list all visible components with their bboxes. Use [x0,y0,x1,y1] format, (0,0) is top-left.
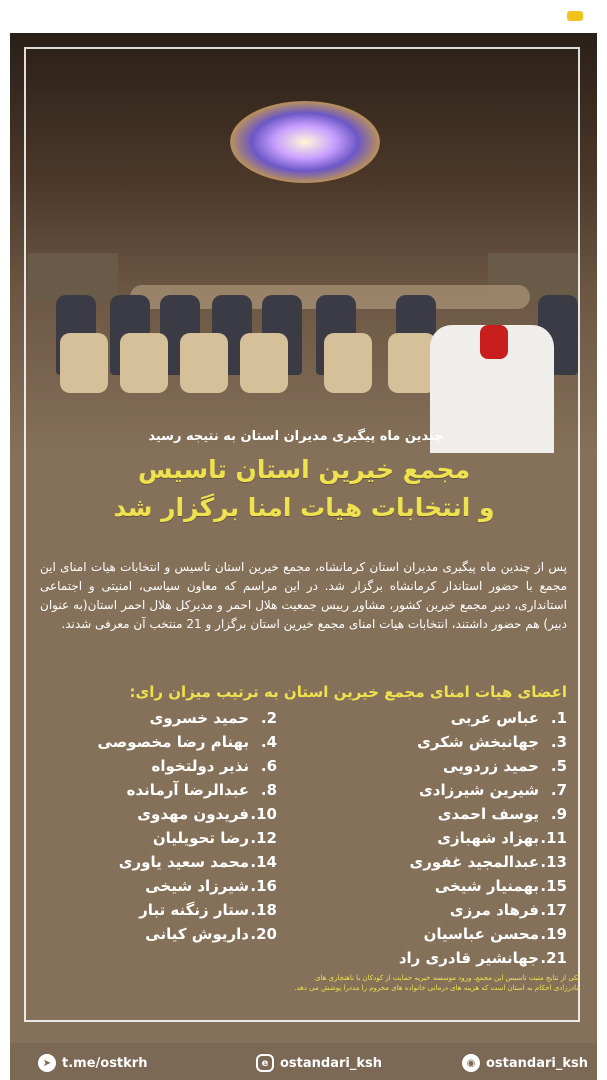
member-number: 2. [260,709,277,727]
instagram-handle: ostandari_ksh [486,1055,588,1071]
member-number: 15. [540,877,567,895]
member-item [327,757,567,781]
member-name: شیرین شیرزادی [419,781,539,799]
member-item [37,829,277,853]
status-pill [567,11,583,21]
headline-line-1: مجمع خیرین استان تاسیس [137,455,471,484]
member-item [327,781,567,805]
member-item [327,733,567,757]
member-name: محمد سعید یاوری [118,853,249,871]
member-item [327,925,567,949]
member-name: ستار زنگنه تبار [139,901,249,919]
member-number: 9. [550,805,567,823]
member-number: 11. [540,829,567,847]
member-name: بهنام رضا مخصوصی [97,733,249,751]
member-item [327,949,567,973]
instagram-icon: ◉ [462,1054,480,1072]
member-name: عبدالرضا آرمانده [126,781,249,799]
member-number: 6. [260,757,277,775]
member-number: 1. [550,709,567,727]
member-number: 21. [540,949,567,967]
member-item [37,853,277,877]
poster [10,33,597,1080]
member-name: حمید زردویی [443,757,539,775]
member-name: حمید خسروی [149,709,249,727]
member-number: 8. [260,781,277,799]
member-number: 19. [540,925,567,943]
member-number: 16. [250,877,277,895]
social-bar [10,1043,597,1080]
member-name: بهمنیار شیخی [434,877,539,895]
body-text: پس از چندین ماه پیگیری مدیران استان کرمانشاه، مجمع خیرین استان تاسیس و انتخابات هیات امنای این مجمع با حضور استاندار کرمانشاه برگزار شد. در این مراسم که معاون سیاسی، امنیتی و اجتماعی استانداری، دبیر مجمع خیرین کشور، مشاور رییس جمعیت هلال احمر و مدیرکل هلال احمر استان(به عنوان دبیر) هم حضور داشتند، انتخابات هیات امنای مجمع خیرین استان برگزار و 21 منتخب آن معرفی شدند. [40,560,567,631]
member-item [327,901,567,925]
member-name: عباس عربی [450,709,539,727]
member-name: نذیر دولتخواه [151,757,249,775]
telegram-handle: t.me/ostkrh [62,1055,148,1071]
member-item [37,805,277,829]
member-number: 17. [540,901,567,919]
member-number: 18. [250,901,277,919]
member-name: رضا تحویلیان [152,829,249,847]
member-item [327,805,567,829]
member-item [37,733,277,757]
member-item [327,709,567,733]
member-name: عبدالمجید غفوری [409,853,539,871]
eitaa-link[interactable] [256,1053,382,1073]
member-item [37,925,277,949]
member-item [37,757,277,781]
member-number: 5. [550,757,567,775]
member-number: 20. [250,925,277,943]
member-name: جهانبخش شکری [417,733,539,751]
member-number: 7. [550,781,567,799]
telegram-icon: ➤ [38,1054,56,1072]
telegram-link[interactable] [38,1053,147,1073]
member-item [37,877,277,901]
member-name: بهزاد شهبازی [437,829,539,847]
member-name: محسن عباسیان [423,925,539,943]
member-name: فریدون مهدوی [137,805,249,823]
member-item [327,829,567,853]
members-heading: اعضای هیات امنای مجمع خیرین استان به ترتیب میزان رای: [129,683,567,701]
member-item [37,781,277,805]
member-number: 4. [260,733,277,751]
subtitle: چندین ماه پیگیری مدیران استان به نتیجه رسید [148,429,444,444]
eitaa-icon: e [256,1054,274,1072]
member-number: 14. [250,853,277,871]
member-name: فرهاد مرزی [449,901,539,919]
member-number: 12. [250,829,277,847]
headline-line-2: و انتخابات هیات امنا برگزار شد [113,493,495,522]
eitaa-handle: ostandari_ksh [280,1055,382,1071]
member-name: یوسف احمدی [437,805,539,823]
footer-note: یکی از نتایج مثبت تاسیس این مجمع، ورود موسسه خیریه حمایت از کودکان با ناهنجاری های مادرزادی احکام به استان است که هزینه های درمانی خانواده های محروم را مددرا پوشش می دهد. [294,974,580,992]
member-item [37,709,277,733]
instagram-link[interactable] [462,1053,588,1073]
member-number: 10. [250,805,277,823]
member-item [327,877,567,901]
member-name: داریوش کیانی [145,925,249,943]
member-number: 3. [550,733,567,751]
member-name: شیرزاد شیخی [145,877,249,895]
member-number: 13. [540,853,567,871]
members-list [40,709,567,989]
member-name: جهانشیر قادری راد [398,949,539,967]
member-item [327,853,567,877]
member-item [37,901,277,925]
top-bar [0,0,607,33]
